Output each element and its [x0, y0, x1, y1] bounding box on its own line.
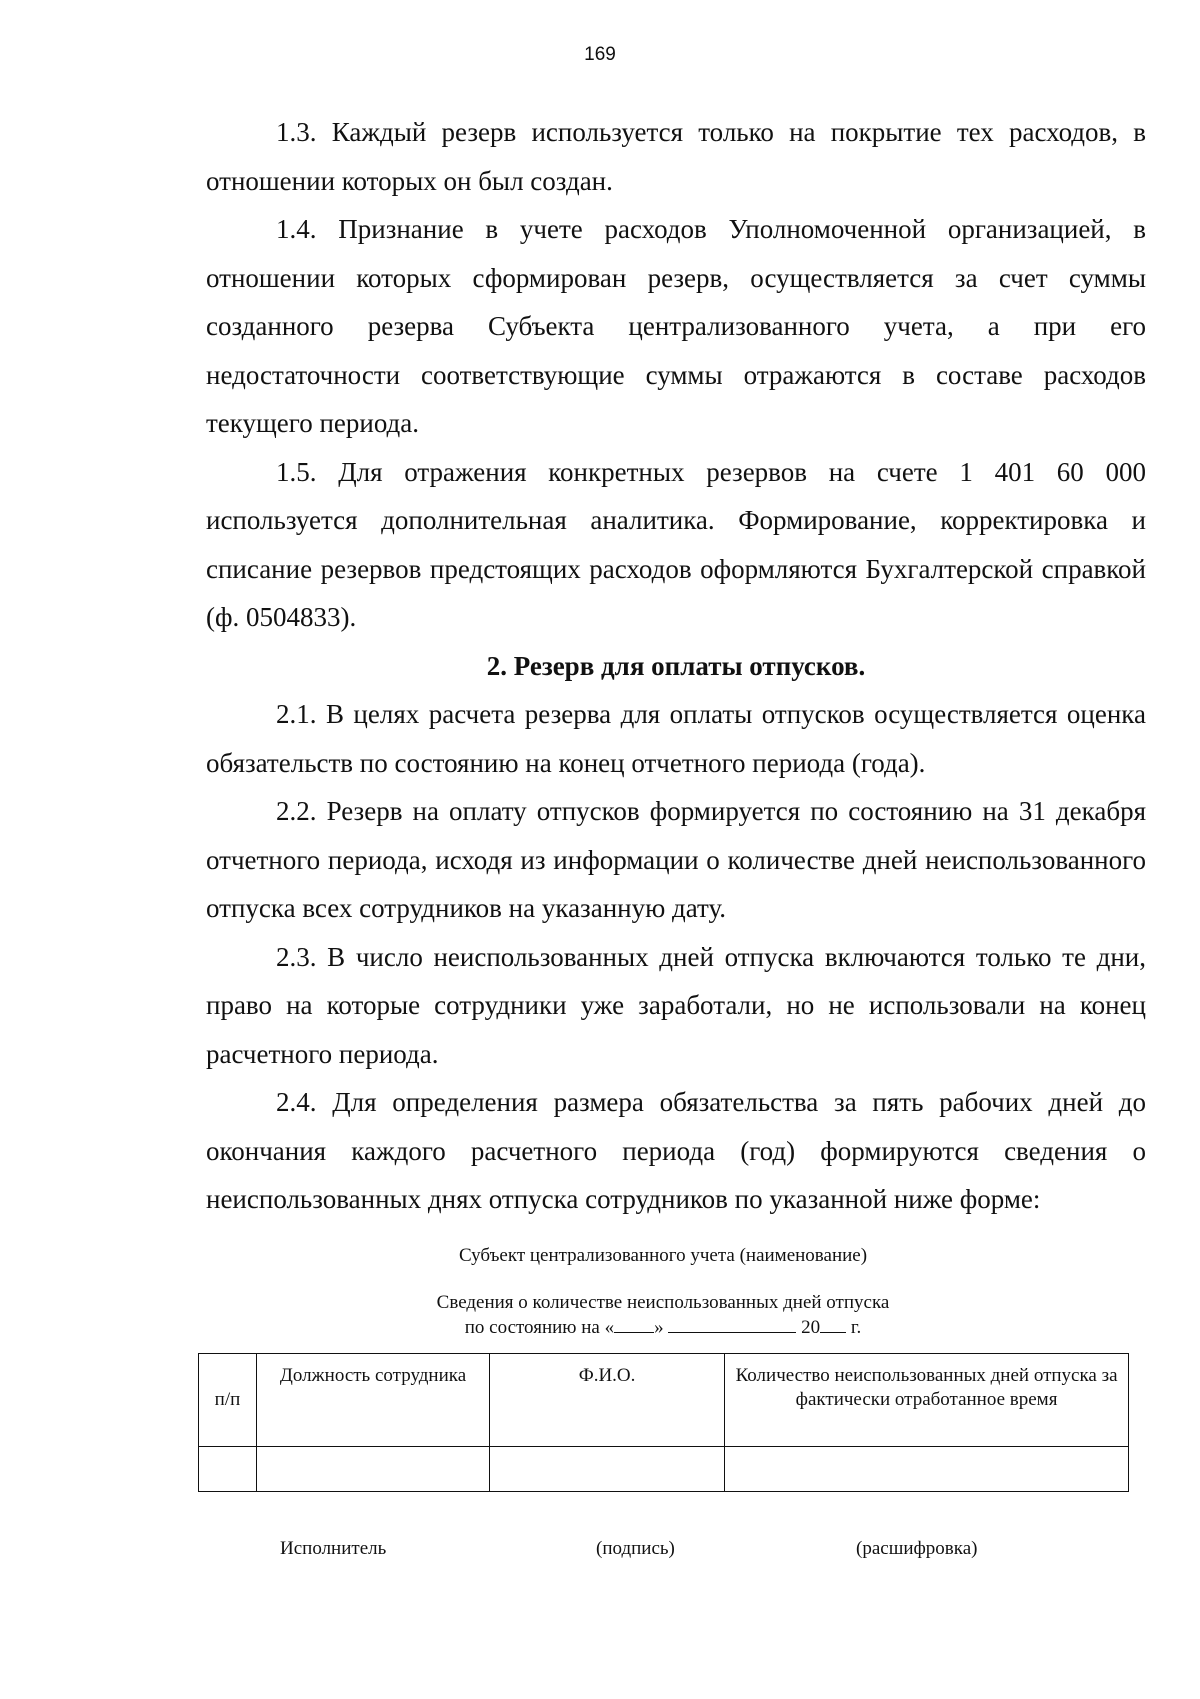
section-heading: 2. Резерв для оплаты отпусков.	[486, 650, 866, 681]
signature-label: (подпись)	[596, 1538, 675, 1559]
paragraph-1-4: 1.4. Признание в учете расходов Уполномоченной организацией, в отношении которых сформирован резерв, осуществляется за счет суммы созданного резерва Субъекта централизованного учета, а при его недостаточности соответствующие суммы отражаются в составе расходов текущего периода.	[206, 214, 1146, 438]
year-blank	[820, 1314, 846, 1333]
page-number: 169	[584, 44, 616, 65]
paragraph-2-2: 2.2. Резерв на оплату отпусков формируется по состоянию на 31 декабря отчетного периода, исходя из информации о количестве дней неиспользованного отпуска всех сотрудников на указанную дату.	[206, 796, 1146, 923]
form-header	[198, 1244, 1128, 1339]
executor-label: Исполнитель	[280, 1538, 387, 1559]
paragraph-1-3: 1.3. Каждый резерв используется только на покрытие тех расходов, в отношении которых он был создан.	[206, 117, 1146, 196]
form-org-line: Субъект централизованного учета (наименование)	[458, 1245, 868, 1266]
vacation-days-table	[198, 1353, 1129, 1492]
date-prefix: по состоянию на «	[464, 1317, 615, 1338]
table-cell	[199, 1447, 257, 1492]
date-mid: »	[654, 1317, 664, 1338]
form-title-line: Сведения о количестве неиспользованных дней отпуска	[436, 1292, 890, 1313]
table-cell	[725, 1447, 1129, 1492]
header-cell-number: п/п	[199, 1354, 257, 1447]
paragraph-2-3: 2.3. В число неиспользованных дней отпуска включаются только те дни, право на которые сотрудники уже заработали, но не использовали на конец расчетного периода.	[206, 941, 1146, 1069]
header-cell-name: Ф.И.О.	[490, 1354, 725, 1447]
form-date-line	[198, 1314, 1128, 1339]
paragraph-2-1: 2.1. В целях расчета резерва для оплаты отпусков осуществляется оценка обязательств по состоянию на конец отчетного периода (года).	[206, 699, 1146, 778]
header-cell-days: Количество неиспользованных дней отпуска за фактически отработанное время	[725, 1354, 1129, 1447]
paragraph-1-5: 1.5. Для отражения конкретных резервов на счете 1 401 60 000 используется дополнительная аналитика. Формирование, корректировка и списание резервов предстоящих расходов оформляются Бухгалтерской справкой (ф. 0504833).	[206, 456, 1146, 632]
table-row	[199, 1447, 1129, 1492]
table-cell	[256, 1447, 489, 1492]
header-cell-position: Должность сотрудника	[256, 1354, 489, 1447]
paragraph-2-4: 2.4. Для определения размера обязательства за пять рабочих дней до окончания каждого расчетного периода (год) формируются сведения о неиспользованных днях отпуска сотрудников по указанной ниже форме:	[206, 1087, 1146, 1214]
table-cell	[490, 1447, 725, 1492]
day-blank	[614, 1314, 654, 1333]
decode-label: (расшифровка)	[856, 1538, 978, 1559]
date-suffix: г.	[850, 1317, 862, 1338]
month-blank	[668, 1314, 796, 1333]
table-header-row	[199, 1354, 1129, 1447]
date-year: 20	[801, 1317, 821, 1338]
document-body	[206, 108, 1146, 1224]
